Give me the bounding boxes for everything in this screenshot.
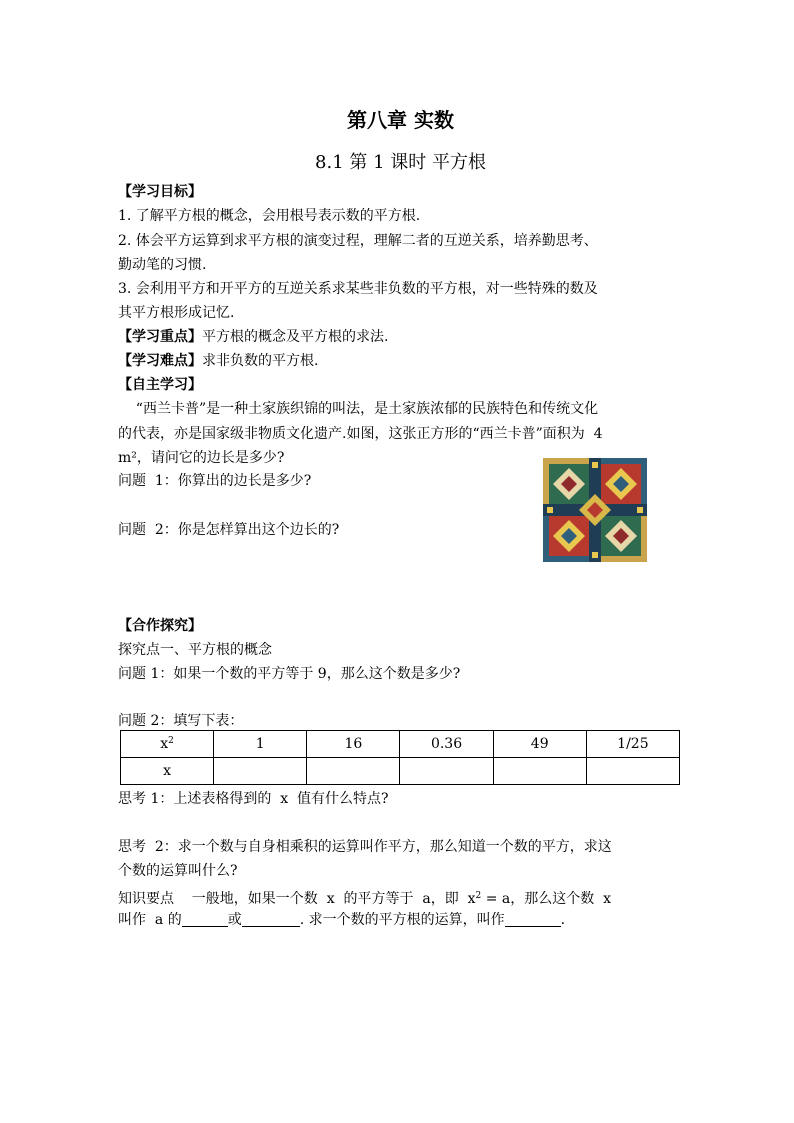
cooperative-question-2: 问题 2：填写下表：: [118, 713, 244, 729]
table-header-x: x: [121, 758, 214, 785]
think-2-line-1: 思考 2：求一个数与自身相乘积的运算叫作平方，那么知道一个数的平方，求这: [118, 839, 612, 855]
self-study-paragraph-line: m²，请问它的边长是多少?: [118, 450, 285, 466]
chapter-title: 第八章 实数: [347, 108, 454, 132]
table-answer-cell[interactable]: [586, 758, 679, 785]
knowledge-line-2: [118, 910, 565, 930]
table-cell: 1: [214, 731, 307, 758]
knowledge-text: 知识要点 一般地，如果一个数 x 的平方等于 a，即 x: [118, 891, 476, 907]
table-cell: 0.36: [400, 731, 493, 758]
objective-item: 勤动笔的习惯.: [118, 257, 207, 273]
knowledge-text: = a，那么这个数 x: [481, 891, 612, 907]
key-point-text: 平方根的概念及平方根的求法.: [202, 329, 389, 345]
self-study-heading: 【自主学习】: [118, 377, 202, 393]
objective-item: 3. 会利用平方和开平方的互逆关系求某些非负数的平方根，对一些特殊的数及: [118, 281, 598, 297]
lesson-title: 8.1 第 1 课时 平方根: [315, 152, 486, 173]
knowledge-superscript: 2: [475, 891, 482, 901]
think-2-line-2: 个数的运算叫什么?: [118, 863, 238, 879]
table-answer-cell[interactable]: [214, 758, 307, 785]
self-study-paragraph-line: 的代表，亦是国家级非物质文化遗产.如图，这张正方形的“西兰卡普”面积为 4: [118, 426, 603, 442]
objectives-heading: 【学习目标】: [118, 184, 202, 200]
difficulty: [118, 351, 318, 371]
knowledge-text: .: [560, 912, 566, 928]
difficulty-text: 求非负数的平方根.: [202, 353, 319, 369]
key-point-label: 【学习重点】: [118, 329, 202, 345]
self-study-question-2: 问题 2：你是怎样算出这个边长的?: [118, 522, 340, 538]
answer-blank[interactable]: [505, 912, 561, 927]
self-study-question-1: 问题 1：你算出的边长是多少?: [118, 473, 312, 489]
exploration-point: 探究点一、平方根的概念: [118, 642, 272, 658]
difficulty-label: 【学习难点】: [118, 353, 202, 369]
table-row: [121, 731, 680, 758]
answer-blank[interactable]: [242, 912, 300, 927]
cooperative-question-1: 问题 1：如果一个数的平方等于 9，那么这个数是多少?: [118, 666, 461, 682]
knowledge-line-1: [118, 886, 611, 909]
table-cell: 16: [307, 731, 400, 758]
table-answer-cell[interactable]: [400, 758, 493, 785]
table-cell: 49: [493, 731, 586, 758]
objective-item: 1. 了解平方根的概念，会用根号表示数的平方根.: [118, 208, 421, 224]
knowledge-text: . 求一个数的平方根的运算，叫作: [299, 912, 505, 928]
knowledge-text: 或: [227, 912, 242, 928]
knowledge-text: 叫作 a 的: [118, 912, 182, 928]
table-answer-cell[interactable]: [307, 758, 400, 785]
table-header-x-squared: $x^2$: [121, 731, 214, 758]
objective-item: 2. 体会平方运算到求平方根的演变过程，理解二者的互逆关系，培养勤思考、: [118, 233, 598, 249]
cooperative-heading: 【合作探究】: [118, 618, 202, 634]
table-answer-cell[interactable]: [493, 758, 586, 785]
table-row: [121, 758, 680, 785]
key-point: [118, 327, 388, 347]
self-study-paragraph-line: “西兰卡普”是一种土家族织锦的叫法，是土家族浓郁的民族特色和传统文化: [118, 401, 599, 417]
think-1: 思考 1：上述表格得到的 x 值有什么特点?: [118, 791, 389, 807]
answer-blank[interactable]: [182, 912, 228, 927]
fill-in-table: [120, 730, 680, 785]
xilankapu-brocade-image: [543, 458, 647, 562]
table-cell: 1/25: [586, 731, 679, 758]
objective-item: 其平方根形成记忆.: [118, 305, 235, 321]
